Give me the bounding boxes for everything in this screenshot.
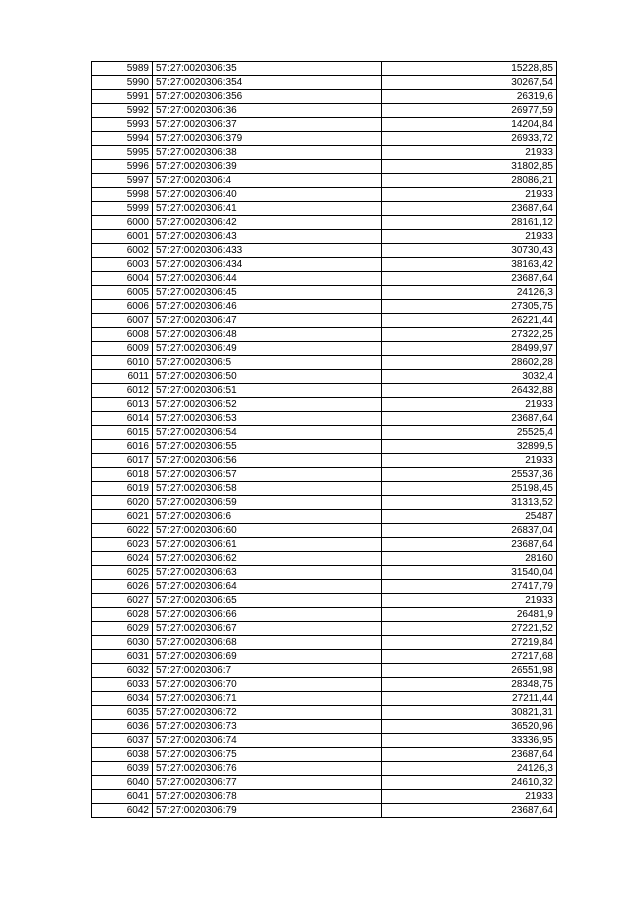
row-number-cell: 6011 [92, 370, 153, 384]
table-row [92, 328, 557, 342]
row-number-cell: 5994 [92, 132, 153, 146]
cadastral-number-cell: 57:27:0020306:62 [153, 552, 382, 566]
cadastral-value-cell: 28602,28 [382, 356, 557, 370]
row-number-cell: 5995 [92, 146, 153, 160]
cadastral-number-cell: 57:27:0020306:433 [153, 244, 382, 258]
cadastral-value-cell: 28086,21 [382, 174, 557, 188]
cadastral-value-cell: 26481,9 [382, 608, 557, 622]
cadastral-number-cell: 57:27:0020306:356 [153, 90, 382, 104]
cadastral-number-cell: 57:27:0020306:61 [153, 538, 382, 552]
cadastral-number-cell: 57:27:0020306:77 [153, 776, 382, 790]
row-number-cell: 5990 [92, 76, 153, 90]
cadastral-value-cell: 27305,75 [382, 300, 557, 314]
cadastral-number-cell: 57:27:0020306:4 [153, 174, 382, 188]
table-row [92, 622, 557, 636]
row-number-cell: 5992 [92, 104, 153, 118]
row-number-cell: 6016 [92, 440, 153, 454]
cadastral-number-cell: 57:27:0020306:37 [153, 118, 382, 132]
cadastral-number-cell: 57:27:0020306:75 [153, 748, 382, 762]
cadastral-value-cell: 23687,64 [382, 412, 557, 426]
cadastral-value-cell: 32899,5 [382, 440, 557, 454]
table-row [92, 230, 557, 244]
table-row [92, 258, 557, 272]
table-row [92, 174, 557, 188]
cadastral-value-cell: 23687,64 [382, 804, 557, 818]
table-row [92, 664, 557, 678]
cadastral-value-cell: 27219,84 [382, 636, 557, 650]
cadastral-number-cell: 57:27:0020306:55 [153, 440, 382, 454]
cadastral-value-cell: 21933 [382, 146, 557, 160]
cadastral-number-cell: 57:27:0020306:66 [153, 608, 382, 622]
cadastral-value-cell: 26221,44 [382, 314, 557, 328]
row-number-cell: 5998 [92, 188, 153, 202]
table-row [92, 594, 557, 608]
table-row [92, 202, 557, 216]
cadastral-value-cell: 21933 [382, 790, 557, 804]
table-row [92, 636, 557, 650]
cadastral-number-cell: 57:27:0020306:354 [153, 76, 382, 90]
cadastral-number-cell: 57:27:0020306:79 [153, 804, 382, 818]
table-row [92, 440, 557, 454]
cadastral-value-cell: 28160 [382, 552, 557, 566]
cadastral-number-cell: 57:27:0020306:7 [153, 664, 382, 678]
cadastral-number-cell: 57:27:0020306:51 [153, 384, 382, 398]
row-number-cell: 6002 [92, 244, 153, 258]
cadastral-number-cell: 57:27:0020306:45 [153, 286, 382, 300]
row-number-cell: 6007 [92, 314, 153, 328]
table-row [92, 314, 557, 328]
table-row [92, 104, 557, 118]
row-number-cell: 6035 [92, 706, 153, 720]
cadastral-number-cell: 57:27:0020306:49 [153, 342, 382, 356]
row-number-cell: 6024 [92, 552, 153, 566]
row-number-cell: 6008 [92, 328, 153, 342]
table-row [92, 692, 557, 706]
table-row [92, 286, 557, 300]
row-number-cell: 6039 [92, 762, 153, 776]
table-row [92, 510, 557, 524]
cadastral-value-cell: 26837,04 [382, 524, 557, 538]
table-row [92, 804, 557, 818]
cadastral-number-cell: 57:27:0020306:35 [153, 62, 382, 76]
row-number-cell: 6028 [92, 608, 153, 622]
cadastral-number-cell: 57:27:0020306:52 [153, 398, 382, 412]
row-number-cell: 6000 [92, 216, 153, 230]
cadastral-value-cell: 23687,64 [382, 272, 557, 286]
cadastral-number-cell: 57:27:0020306:69 [153, 650, 382, 664]
row-number-cell: 6003 [92, 258, 153, 272]
cadastral-value-cell: 21933 [382, 398, 557, 412]
table-row [92, 90, 557, 104]
table-row [92, 76, 557, 90]
cadastral-value-table [91, 61, 557, 818]
cadastral-number-cell: 57:27:0020306:63 [153, 566, 382, 580]
table-row [92, 748, 557, 762]
cadastral-value-cell: 25525,4 [382, 426, 557, 440]
table-row [92, 790, 557, 804]
cadastral-value-cell: 26319,6 [382, 90, 557, 104]
row-number-cell: 6023 [92, 538, 153, 552]
cadastral-value-cell: 30821,31 [382, 706, 557, 720]
cadastral-number-cell: 57:27:0020306:5 [153, 356, 382, 370]
cadastral-number-cell: 57:27:0020306:76 [153, 762, 382, 776]
cadastral-number-cell: 57:27:0020306:43 [153, 230, 382, 244]
table-row [92, 650, 557, 664]
cadastral-value-cell: 30267,54 [382, 76, 557, 90]
row-number-cell: 6012 [92, 384, 153, 398]
table-row [92, 188, 557, 202]
row-number-cell: 6041 [92, 790, 153, 804]
row-number-cell: 6026 [92, 580, 153, 594]
table-row [92, 384, 557, 398]
row-number-cell: 6033 [92, 678, 153, 692]
row-number-cell: 6013 [92, 398, 153, 412]
cadastral-value-cell: 28348,75 [382, 678, 557, 692]
table-row [92, 524, 557, 538]
row-number-cell: 6009 [92, 342, 153, 356]
table-row [92, 734, 557, 748]
table-row [92, 132, 557, 146]
row-number-cell: 6030 [92, 636, 153, 650]
cadastral-value-cell: 25537,36 [382, 468, 557, 482]
cadastral-number-cell: 57:27:0020306:57 [153, 468, 382, 482]
table-row [92, 706, 557, 720]
table-row [92, 216, 557, 230]
cadastral-number-cell: 57:27:0020306:67 [153, 622, 382, 636]
table-row [92, 300, 557, 314]
cadastral-value-cell: 26551,98 [382, 664, 557, 678]
row-number-cell: 6032 [92, 664, 153, 678]
cadastral-number-cell: 57:27:0020306:46 [153, 300, 382, 314]
table-row [92, 496, 557, 510]
cadastral-number-cell: 57:27:0020306:53 [153, 412, 382, 426]
table-row [92, 608, 557, 622]
table-row [92, 356, 557, 370]
table-row [92, 272, 557, 286]
cadastral-value-cell: 3032,4 [382, 370, 557, 384]
row-number-cell: 6005 [92, 286, 153, 300]
cadastral-number-cell: 57:27:0020306:41 [153, 202, 382, 216]
cadastral-number-cell: 57:27:0020306:36 [153, 104, 382, 118]
cadastral-number-cell: 57:27:0020306:70 [153, 678, 382, 692]
cadastral-number-cell: 57:27:0020306:56 [153, 454, 382, 468]
cadastral-number-cell: 57:27:0020306:40 [153, 188, 382, 202]
row-number-cell: 6034 [92, 692, 153, 706]
cadastral-number-cell: 57:27:0020306:54 [153, 426, 382, 440]
row-number-cell: 6025 [92, 566, 153, 580]
table-row [92, 244, 557, 258]
cadastral-number-cell: 57:27:0020306:47 [153, 314, 382, 328]
table-row [92, 552, 557, 566]
cadastral-value-cell: 26933,72 [382, 132, 557, 146]
cadastral-number-cell: 57:27:0020306:74 [153, 734, 382, 748]
row-number-cell: 5997 [92, 174, 153, 188]
table-row [92, 454, 557, 468]
cadastral-value-cell: 24126,3 [382, 762, 557, 776]
cadastral-value-cell: 31540,04 [382, 566, 557, 580]
cadastral-number-cell: 57:27:0020306:60 [153, 524, 382, 538]
cadastral-number-cell: 57:27:0020306:64 [153, 580, 382, 594]
cadastral-number-cell: 57:27:0020306:434 [153, 258, 382, 272]
cadastral-value-cell: 36520,96 [382, 720, 557, 734]
cadastral-number-cell: 57:27:0020306:379 [153, 132, 382, 146]
cadastral-value-cell: 28161,12 [382, 216, 557, 230]
table-row [92, 398, 557, 412]
row-number-cell: 6037 [92, 734, 153, 748]
cadastral-value-cell: 38163,42 [382, 258, 557, 272]
cadastral-value-cell: 26432,88 [382, 384, 557, 398]
cadastral-value-cell: 23687,64 [382, 748, 557, 762]
cadastral-value-cell: 27211,44 [382, 692, 557, 706]
table-row [92, 482, 557, 496]
row-number-cell: 6017 [92, 454, 153, 468]
cadastral-value-cell: 33336,95 [382, 734, 557, 748]
cadastral-value-cell: 25198,45 [382, 482, 557, 496]
cadastral-number-cell: 57:27:0020306:65 [153, 594, 382, 608]
row-number-cell: 6020 [92, 496, 153, 510]
table-row [92, 160, 557, 174]
cadastral-value-cell: 15228,85 [382, 62, 557, 76]
row-number-cell: 6036 [92, 720, 153, 734]
row-number-cell: 6021 [92, 510, 153, 524]
table-row [92, 580, 557, 594]
cadastral-value-cell: 27221,52 [382, 622, 557, 636]
table-row [92, 62, 557, 76]
cadastral-value-cell: 27322,25 [382, 328, 557, 342]
cadastral-value-cell: 27417,79 [382, 580, 557, 594]
cadastral-value-cell: 23687,64 [382, 538, 557, 552]
cadastral-value-cell: 28499,97 [382, 342, 557, 356]
table-row [92, 720, 557, 734]
cadastral-number-cell: 57:27:0020306:39 [153, 160, 382, 174]
cadastral-number-cell: 57:27:0020306:48 [153, 328, 382, 342]
row-number-cell: 6042 [92, 804, 153, 818]
row-number-cell: 5989 [92, 62, 153, 76]
cadastral-value-cell: 21933 [382, 188, 557, 202]
row-number-cell: 5999 [92, 202, 153, 216]
cadastral-number-cell: 57:27:0020306:42 [153, 216, 382, 230]
table-row [92, 146, 557, 160]
cadastral-number-cell: 57:27:0020306:73 [153, 720, 382, 734]
cadastral-value-cell: 14204,84 [382, 118, 557, 132]
cadastral-value-cell: 26977,59 [382, 104, 557, 118]
row-number-cell: 6001 [92, 230, 153, 244]
row-number-cell: 6029 [92, 622, 153, 636]
cadastral-value-cell: 21933 [382, 454, 557, 468]
cadastral-number-cell: 57:27:0020306:72 [153, 706, 382, 720]
row-number-cell: 6010 [92, 356, 153, 370]
cadastral-number-cell: 57:27:0020306:44 [153, 272, 382, 286]
row-number-cell: 6031 [92, 650, 153, 664]
table-row [92, 678, 557, 692]
cadastral-number-cell: 57:27:0020306:50 [153, 370, 382, 384]
row-number-cell: 6038 [92, 748, 153, 762]
table-row [92, 538, 557, 552]
cadastral-value-cell: 25487 [382, 510, 557, 524]
table-row [92, 776, 557, 790]
table-row [92, 566, 557, 580]
cadastral-number-cell: 57:27:0020306:38 [153, 146, 382, 160]
row-number-cell: 5993 [92, 118, 153, 132]
table-body [92, 62, 557, 818]
row-number-cell: 5991 [92, 90, 153, 104]
cadastral-number-cell: 57:27:0020306:6 [153, 510, 382, 524]
table-row [92, 412, 557, 426]
cadastral-value-cell: 21933 [382, 594, 557, 608]
row-number-cell: 6027 [92, 594, 153, 608]
row-number-cell: 6015 [92, 426, 153, 440]
row-number-cell: 6014 [92, 412, 153, 426]
row-number-cell: 6004 [92, 272, 153, 286]
row-number-cell: 6018 [92, 468, 153, 482]
cadastral-value-cell: 24610,32 [382, 776, 557, 790]
cadastral-value-cell: 30730,43 [382, 244, 557, 258]
cadastral-value-cell: 31313,52 [382, 496, 557, 510]
cadastral-number-cell: 57:27:0020306:58 [153, 482, 382, 496]
row-number-cell: 6019 [92, 482, 153, 496]
row-number-cell: 6006 [92, 300, 153, 314]
table-row [92, 370, 557, 384]
table-row [92, 426, 557, 440]
cadastral-value-cell: 31802,85 [382, 160, 557, 174]
cadastral-number-cell: 57:27:0020306:59 [153, 496, 382, 510]
row-number-cell: 6040 [92, 776, 153, 790]
cadastral-value-cell: 21933 [382, 230, 557, 244]
table-row [92, 468, 557, 482]
row-number-cell: 5996 [92, 160, 153, 174]
cadastral-value-cell: 27217,68 [382, 650, 557, 664]
row-number-cell: 6022 [92, 524, 153, 538]
cadastral-number-cell: 57:27:0020306:71 [153, 692, 382, 706]
table-row [92, 342, 557, 356]
table-row [92, 762, 557, 776]
table-row [92, 118, 557, 132]
cadastral-number-cell: 57:27:0020306:78 [153, 790, 382, 804]
cadastral-value-cell: 23687,64 [382, 202, 557, 216]
cadastral-value-cell: 24126,3 [382, 286, 557, 300]
cadastral-number-cell: 57:27:0020306:68 [153, 636, 382, 650]
